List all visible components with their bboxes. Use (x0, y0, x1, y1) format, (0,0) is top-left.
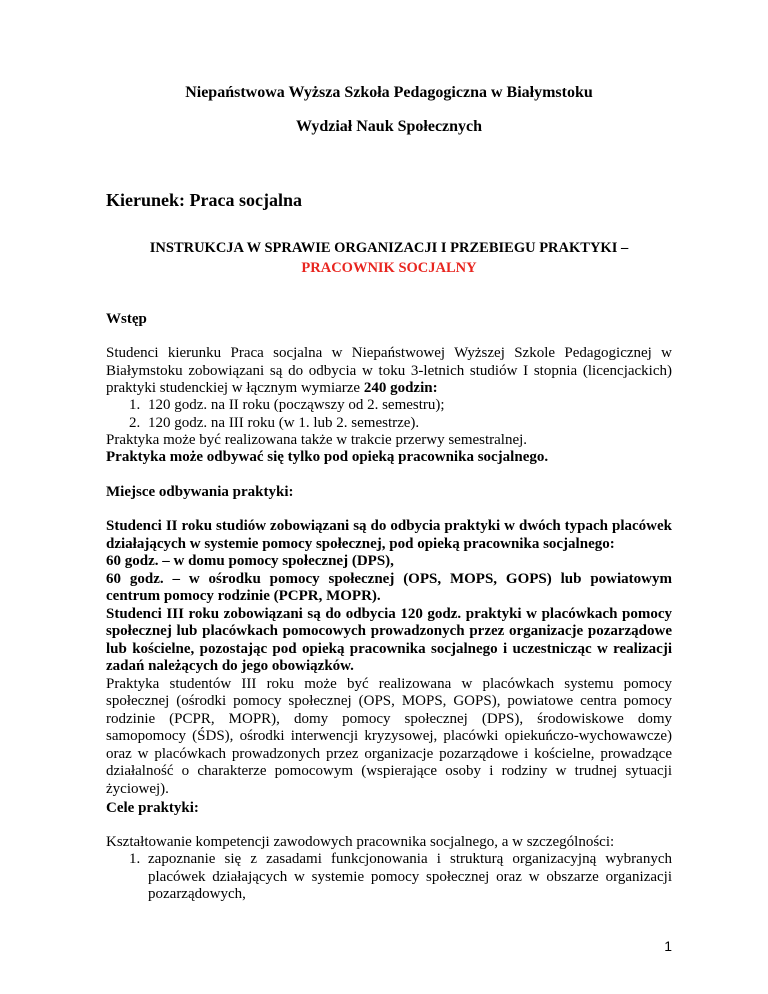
title-line-1: INSTRUKCJA W SPRAWIE ORGANIZACJI I PRZEBIEGU PRAKTYKI – (149, 240, 629, 256)
intro-hours: 240 godzin: (363, 380, 438, 396)
intro-heading: Wstęp (106, 311, 147, 327)
place-year3: Studenci III roku zobowiązani są do odbycia 120 godz. praktyki w placówkach pomocy społecznej lub placówkach pomocowych prowadzonych przez organizacje pozarządowe lub kościelne, pozostając pod opieką pracownika socjalnego i uczestnicząc w realizacji zadań należących do jego obowiązków. (106, 605, 672, 674)
list-item: 2. 120 godz. na III roku (w 1. lub 2. semestrze). (144, 415, 672, 433)
intro-supervision: Praktyka może odbywać się tylko pod opieką pracownika socjalnego. (106, 449, 549, 465)
intro-text: Studenci kierunku Praca socjalna w Niepaństwowej Wyższej Szkole Pedagogicznej w Białymstoku zobowiązani są do odbycia w toku 3-letnich studiów I stopnia (licencjackich) praktyki studenckiej w łącznym wymiarze (106, 345, 672, 396)
intro-list (106, 397, 672, 432)
place-heading: Miejsce odbywania praktyki: (106, 484, 294, 500)
title-line-2: PRACOWNIK SOCJALNY (301, 260, 477, 276)
place-ops: 60 godz. – w ośrodku pomocy społecznej (OPS, MOPS, GOPS) lub powiatowym centrum pomocy rodzinie (PCPR, MOPR). (106, 570, 672, 604)
place-year3-details: Praktyka studentów III roku może być realizowana w placówkach systemu pomocy społecznej (ośrodki pomocy społecznej (OPS, MOPS, GOPS), powiatowe centra pomocy rodzinie (PCPR, MOPR), domy pomocy społecznej (DPS), środowiskowe domy samopomocy (ŚDS), ośrodki interwencji kryzysowej, placówki opiekuńczo-wychowawcze) oraz w placówkach prowadzonych przez organizacje pozarządowe i kościelne, prowadzące działalność o charakterze pomocowym (wspierające osoby i rodziny w trudnej sytuacji życiowej). (106, 675, 672, 797)
university-name: Niepaństwowa Wyższa Szkoła Pedagogiczna w Białymstoku (185, 84, 593, 101)
place-year2-intro: Studenci II roku studiów zobowiązani są do odbycia praktyki w dwóch typach placówek działających w systemie pomocy społecznej, pod opieką pracownika socjalnego: (106, 518, 672, 552)
document-title (106, 240, 672, 277)
goals-intro: Kształtowanie kompetencji zawodowych pracownika socjalnego, a w szczególności: (106, 834, 615, 850)
intro-paragraph (106, 345, 672, 398)
page-number: 1 (664, 938, 672, 954)
list-item: 1. 120 godz. na II roku (począwszy od 2. semestru); (144, 397, 672, 415)
intro-note: Praktyka może być realizowana także w trakcie przerwy semestralnej. (106, 432, 528, 448)
goals-heading: Cele praktyki: (106, 800, 199, 816)
faculty-name: Wydział Nauk Społecznych (295, 118, 483, 135)
field-of-study: Kierunek: Praca socjalna (106, 190, 302, 210)
place-dps: 60 godz. – w domu pomocy społecznej (DPS), (106, 553, 394, 569)
list-item: 1. zapoznanie się z zasadami funkcjonowania i strukturą organizacyjną wybranych placówek działających w systemie pomocy społecznej oraz w obszarze organizacji pozarządowych, (144, 851, 672, 904)
goals-list (106, 851, 672, 904)
place-section (106, 518, 672, 798)
